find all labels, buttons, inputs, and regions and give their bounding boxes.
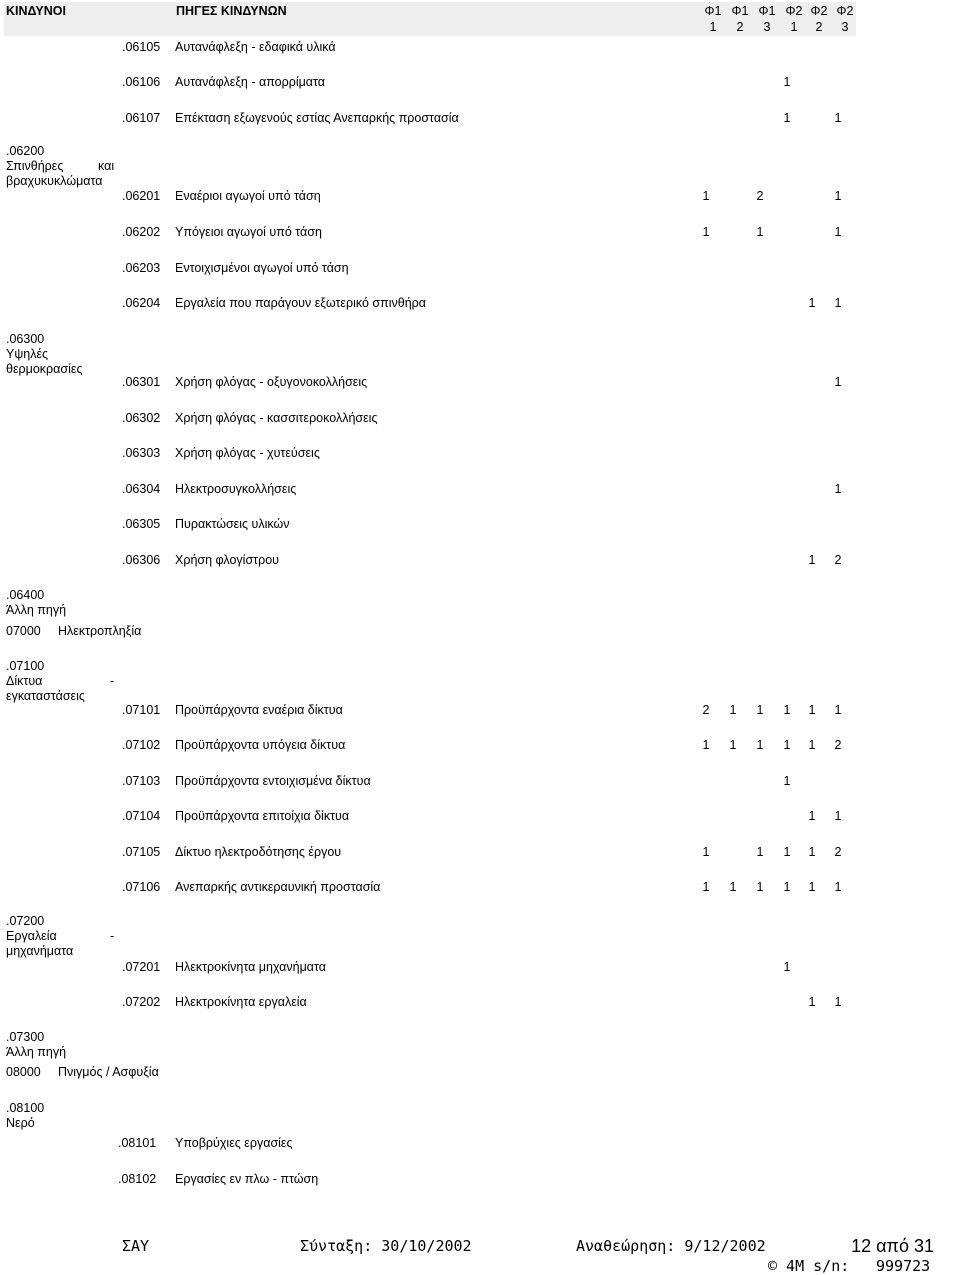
category-block xyxy=(6,914,114,959)
row-value: 1 xyxy=(756,703,764,717)
footer-revision-date: Αναθεώρηση: 9/12/2002 xyxy=(576,1237,766,1255)
row-code: .06302 xyxy=(122,411,161,425)
row-code: .06203 xyxy=(122,261,161,275)
row-value: 1 xyxy=(756,225,764,239)
row-label: Προϋπάρχοντα υπόγεια δίκτυα xyxy=(175,738,346,752)
header-phase-label: Φ1 xyxy=(731,4,749,18)
row-code: .06305 xyxy=(122,517,161,531)
row-label: Αυτανάφλεξη - εδαφικά υλικά xyxy=(175,40,336,54)
row-value: 1 xyxy=(783,111,791,125)
row-code: .06107 xyxy=(122,111,161,125)
row-code: .06106 xyxy=(122,75,161,89)
row-value: 1 xyxy=(834,189,842,203)
row-value: 1 xyxy=(834,703,842,717)
category-line: Εργαλεία xyxy=(6,929,57,943)
row-code: .06204 xyxy=(122,296,161,310)
category-line: .06200 xyxy=(6,144,45,158)
category-block xyxy=(6,1030,114,1060)
category-line: .07300 xyxy=(6,1030,45,1044)
row-value: 2 xyxy=(702,703,710,717)
footer-composed-date: Σύνταξη: 30/10/2002 xyxy=(300,1237,472,1255)
row-label: Εργαλεία που παράγουν εξωτερικό σπινθήρα xyxy=(175,296,426,310)
row-value: 1 xyxy=(834,225,842,239)
row-code: .06201 xyxy=(122,189,161,203)
row-code: .07103 xyxy=(122,774,161,788)
page-indicator: 12 από 31 xyxy=(851,1236,934,1256)
row-value: 1 xyxy=(808,880,816,894)
row-code: .07101 xyxy=(122,703,161,717)
category-line: .07200 xyxy=(6,914,45,928)
row-value: 1 xyxy=(834,995,842,1009)
row-code: .08102 xyxy=(118,1172,157,1186)
row-code: .08101 xyxy=(118,1136,157,1150)
row-value: 1 xyxy=(808,296,816,310)
category-block xyxy=(6,659,114,704)
footer-doc-type: ΣΑΥ xyxy=(122,1237,150,1255)
row-value: 1 xyxy=(756,738,764,752)
top-code-label: Πνιγμός / Ασφυξία xyxy=(58,1065,159,1079)
category-line: .06300 xyxy=(6,332,45,346)
row-value: 1 xyxy=(783,845,791,859)
category-line: μηχανήματα xyxy=(6,944,74,958)
row-value: 1 xyxy=(834,296,842,310)
category-line: Άλλη πηγή xyxy=(6,603,67,617)
row-label: Ηλεκτροκίνητα εργαλεία xyxy=(175,995,307,1009)
row-code: .07201 xyxy=(122,960,161,974)
row-label: Υπόγειοι αγωγοί υπό τάση xyxy=(175,225,322,239)
category-line: .06400 xyxy=(6,588,45,602)
row-value: 1 xyxy=(756,880,764,894)
row-value: 1 xyxy=(808,553,816,567)
header-phase-number: 1 xyxy=(709,20,717,34)
row-value: 2 xyxy=(834,845,842,859)
row-code: .06306 xyxy=(122,553,161,567)
row-value: 1 xyxy=(834,375,842,389)
category-block xyxy=(6,144,114,189)
category-line: Άλλη πηγή xyxy=(6,1045,67,1059)
row-code: .07105 xyxy=(122,845,161,859)
row-label: Αυτανάφλεξη - απορρίματα xyxy=(175,75,326,89)
category-block xyxy=(6,588,114,618)
header-phase-label: Φ1 xyxy=(704,4,722,18)
header-phase-number: 3 xyxy=(841,20,849,34)
row-value: 1 xyxy=(702,738,710,752)
row-value: 1 xyxy=(783,75,791,89)
row-label: Χρήση φλόγας - κασσιτεροκολλήσεις xyxy=(175,411,378,425)
row-value: 1 xyxy=(834,111,842,125)
row-code: .06304 xyxy=(122,482,161,496)
table-header xyxy=(4,2,856,36)
header-phase-label: Φ1 xyxy=(758,4,776,18)
category-line: .08100 xyxy=(6,1101,45,1115)
row-value: 1 xyxy=(783,774,791,788)
header-phase-number: 3 xyxy=(763,20,771,34)
row-label: Υποβρύχιες εργασίες xyxy=(175,1136,293,1150)
row-label: Ηλεκτροκίνητα μηχανήματα xyxy=(175,960,327,974)
category-line: εγκαταστάσεις xyxy=(6,689,85,703)
category-line: θερμοκρασίες xyxy=(6,362,83,376)
category-suffix: - xyxy=(110,674,115,688)
row-label: Χρήση φλόγας - οξυγονοκολλήσεις xyxy=(175,375,368,389)
row-label: Προϋπάρχοντα επιτοίχια δίκτυα xyxy=(175,809,350,823)
row-value: 1 xyxy=(808,703,816,717)
top-code: 08000 xyxy=(6,1065,41,1079)
row-value: 1 xyxy=(702,189,710,203)
row-label: Επέκταση εξωγενούς εστίας Ανεπαρκής προστασία xyxy=(175,111,459,125)
row-label: Ανεπαρκής αντικεραυνική προστασία xyxy=(175,880,381,894)
category-line: Νερό xyxy=(6,1116,35,1130)
row-code: .07102 xyxy=(122,738,161,752)
header-phase-label: Φ2 xyxy=(810,4,828,18)
row-label: Χρήση φλογίστρου xyxy=(175,553,279,567)
row-value: 1 xyxy=(808,738,816,752)
row-code: .07106 xyxy=(122,880,161,894)
header-phase-label: Φ2 xyxy=(785,4,803,18)
row-label: Εργασίες εν πλω - πτώση xyxy=(175,1172,319,1186)
row-label: Εντοιχισμένοι αγωγοί υπό τάση xyxy=(175,261,349,275)
row-value: 1 xyxy=(834,482,842,496)
footer-serial: 999723 xyxy=(876,1257,931,1275)
row-value: 1 xyxy=(702,880,710,894)
row-value: 1 xyxy=(834,809,842,823)
row-value: 1 xyxy=(808,809,816,823)
row-code: .07202 xyxy=(122,995,161,1009)
row-code: .06301 xyxy=(122,375,161,389)
header-phase-label: Φ2 xyxy=(836,4,854,18)
header-hazards: ΚΙΝΔΥΝΟΙ xyxy=(6,4,66,18)
row-value: 1 xyxy=(729,880,737,894)
category-line: Υψηλές xyxy=(6,347,49,361)
footer-copyright: © 4M s/n: xyxy=(768,1257,850,1275)
category-line: Δίκτυα xyxy=(6,674,43,688)
row-label: Προϋπάρχοντα εντοιχισμένα δίκτυα xyxy=(175,774,371,788)
row-value: 1 xyxy=(783,960,791,974)
row-label: Προϋπάρχοντα εναέρια δίκτυα xyxy=(175,703,343,717)
row-label: Πυρακτώσεις υλικών xyxy=(175,517,290,531)
row-value: 1 xyxy=(783,738,791,752)
row-code: .06105 xyxy=(122,40,161,54)
row-label: Δίκτυο ηλεκτροδότησης έργου xyxy=(175,845,342,859)
category-suffix: και xyxy=(98,159,115,173)
row-code: .06303 xyxy=(122,446,161,460)
row-value: 1 xyxy=(808,995,816,1009)
row-value: 1 xyxy=(702,225,710,239)
category-line: .07100 xyxy=(6,659,45,673)
row-value: 1 xyxy=(783,880,791,894)
row-label: Εναέριοι αγωγοί υπό τάση xyxy=(175,189,321,203)
category-block xyxy=(6,332,114,377)
top-code: 07000 xyxy=(6,624,41,638)
category-suffix: - xyxy=(110,929,115,943)
row-value: 1 xyxy=(783,703,791,717)
category-block xyxy=(6,1101,114,1131)
row-value: 1 xyxy=(834,880,842,894)
row-value: 1 xyxy=(729,738,737,752)
row-value: 1 xyxy=(702,845,710,859)
header-phase-number: 2 xyxy=(736,20,744,34)
category-line: βραχυκυκλώματα xyxy=(6,174,103,188)
row-code: .06202 xyxy=(122,225,161,239)
header-sources: ΠΗΓΕΣ ΚΙΝΔΥΝΩΝ xyxy=(176,4,287,18)
row-value: 2 xyxy=(756,189,764,203)
row-label: Ηλεκτροσυγκολλήσεις xyxy=(175,482,297,496)
row-value: 1 xyxy=(756,845,764,859)
row-value: 1 xyxy=(729,703,737,717)
header-phase-number: 1 xyxy=(790,20,798,34)
row-value: 2 xyxy=(834,738,842,752)
category-line: Σπινθήρες xyxy=(6,159,64,173)
row-value: 1 xyxy=(808,845,816,859)
row-value: 2 xyxy=(834,553,842,567)
header-phase-number: 2 xyxy=(815,20,823,34)
row-label: Χρήση φλόγας - χυτεύσεις xyxy=(175,446,320,460)
row-code: .07104 xyxy=(122,809,161,823)
top-code-label: Ηλεκτροπληξία xyxy=(58,624,142,638)
